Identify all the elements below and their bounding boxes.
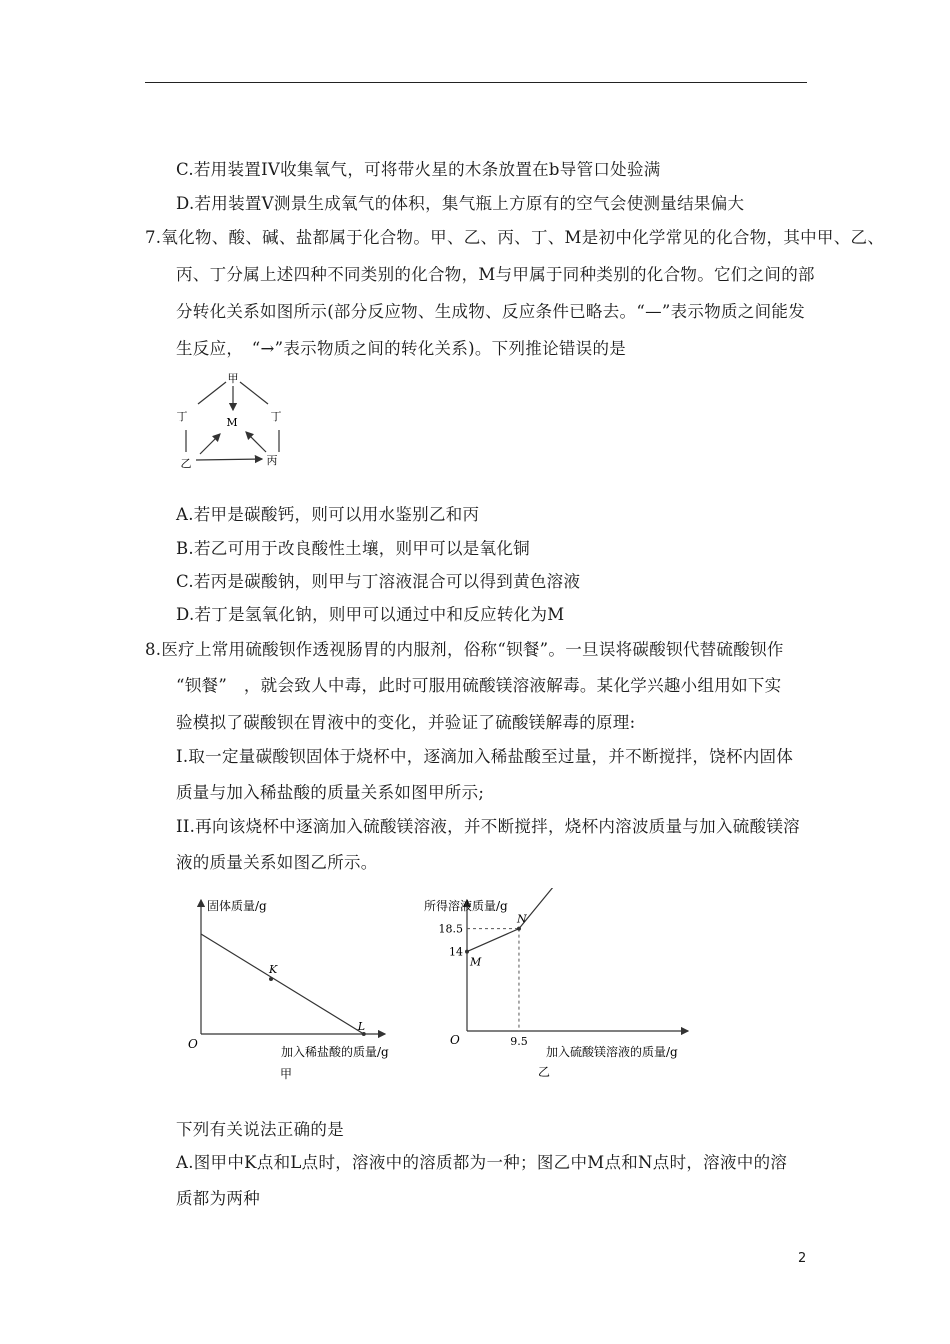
q8-step-2-line-2: 液的质量关系如图乙所示。 (176, 853, 378, 872)
chart-yi-ylabel: 所得溶液质量/g (424, 899, 508, 913)
chart-yi-point-m (465, 950, 469, 954)
chart-jia-point-k (269, 977, 273, 981)
q8-step-1-line-1: I.取一定量碳酸钡固体于烧杯中，逐滴加入稀盐酸至过量，并不断搅拌，饶杯内固体 (176, 747, 794, 766)
q8-option-a-line-1: A.图甲中K点和L点时，溶液中的溶质都为一种；图乙中M点和N点时，溶液中的溶 (176, 1153, 788, 1172)
chart-jia-caption: 甲 (280, 1067, 293, 1081)
q8-step-2-line-1: II.再向该烧杯中逐滴加入硫酸镁溶液，并不断搅拌，烧杯内溶波质量与加入硫酸镁溶 (176, 817, 800, 836)
q7-option-b: B.若乙可用于改良酸性土壤，则甲可以是氧化铜 (176, 539, 530, 558)
chart-yi-point-n (517, 927, 521, 931)
q6-option-c: C.若用装置IV收集氧气，可将带火星的木条放置在b导管口处验满 (176, 160, 661, 179)
q8-step-1-line-2: 质量与加入稀盐酸的质量关系如图甲所示; (176, 783, 485, 802)
chart-jia (180, 888, 420, 1083)
q8-stem-line-2: “钡餐” ，就会致人中毒，此时可服用硫酸镁溶液解毒。某化学兴趣小组用如下实 (176, 676, 782, 695)
q7-stem-line-2: 丙、丁分属上述四种不同类别的化合物，M与甲属于同种类别的化合物。它们之间的部 (176, 265, 815, 284)
q8-option-a-line-2: 质都为两种 (176, 1189, 260, 1208)
q8-stem-line-3: 验模拟了碳酸钡在胃液中的变化，并验证了硫酸镁解毒的原理: (176, 713, 636, 732)
diagram-node-yi: 乙 (180, 457, 192, 470)
q7-option-a: A.若甲是碳酸钙，则可以用水鉴别乙和丙 (176, 505, 480, 524)
chart-yi-xlabel: 加入硫酸镁溶液的质量/g (546, 1045, 678, 1059)
q8-stem-line-1: 8.医疗上常用硫酸钡作透视肠胃的内服剂，俗称“钡餐”。一旦误将碳酸钡代替硫酸钡作 (145, 640, 784, 659)
q7-stem-line-1: 7.氧化物、酸、碱、盐都属于化合物。甲、乙、丙、丁、M是初中化学常见的化合物，其中甲、乙、 (145, 228, 885, 247)
chart-jia-origin: O (188, 1037, 198, 1051)
q8-question: 下列有关说法正确的是 (176, 1120, 344, 1139)
chart-jia-label-k: K (269, 963, 278, 976)
chart-yi-label-n: N (516, 912, 527, 926)
chart-yi-series-line (467, 888, 555, 952)
chart-yi-xtick-9-5: 9.5 (510, 1035, 528, 1048)
chart-jia-series-line (201, 934, 364, 1034)
q7-option-d: D.若丁是氢氧化钠，则甲可以通过中和反应转化为M (176, 605, 565, 624)
chart-jia-ylabel: 固体质量/g (207, 899, 267, 913)
diagram-node-bing: 丙 (266, 454, 278, 467)
chart-yi (420, 888, 720, 1083)
chart-jia-xlabel: 加入稀盐酸的质量/g (281, 1045, 389, 1059)
q7-relation-diagram (172, 370, 292, 470)
q7-stem-line-3: 分转化关系如图所示(部分反应物、生成物、反应条件已略去。“—”表示物质之间能发 (176, 302, 806, 321)
chart-yi-ytick-14: 14 (449, 945, 463, 959)
chart-yi-caption: 乙 (538, 1065, 551, 1079)
q7-stem-line-4: 生反应， “→”表示物质之间的转化关系)。下列推论错误的是 (176, 339, 627, 358)
chart-jia-label-l: L (357, 1020, 366, 1033)
header-rule (145, 82, 807, 83)
diagram-node-ding-right: 丁 (270, 410, 282, 423)
diagram-node-m: M (226, 416, 238, 429)
page-number: 2 (798, 1251, 807, 1266)
chart-yi-origin: O (450, 1033, 460, 1047)
q6-option-d: D.若用装置V测景生成氧气的体积，集气瓶上方原有的空气会使测量结果偏大 (176, 194, 745, 213)
chart-yi-ytick-18-5: 18.5 (438, 922, 463, 936)
diagram-node-ding-left: 丁 (176, 410, 188, 423)
chart-yi-label-m: M (470, 955, 482, 969)
q7-option-c: C.若丙是碳酸钠，则甲与丁溶液混合可以得到黄色溶液 (176, 572, 581, 591)
diagram-node-jia: 甲 (227, 372, 239, 385)
